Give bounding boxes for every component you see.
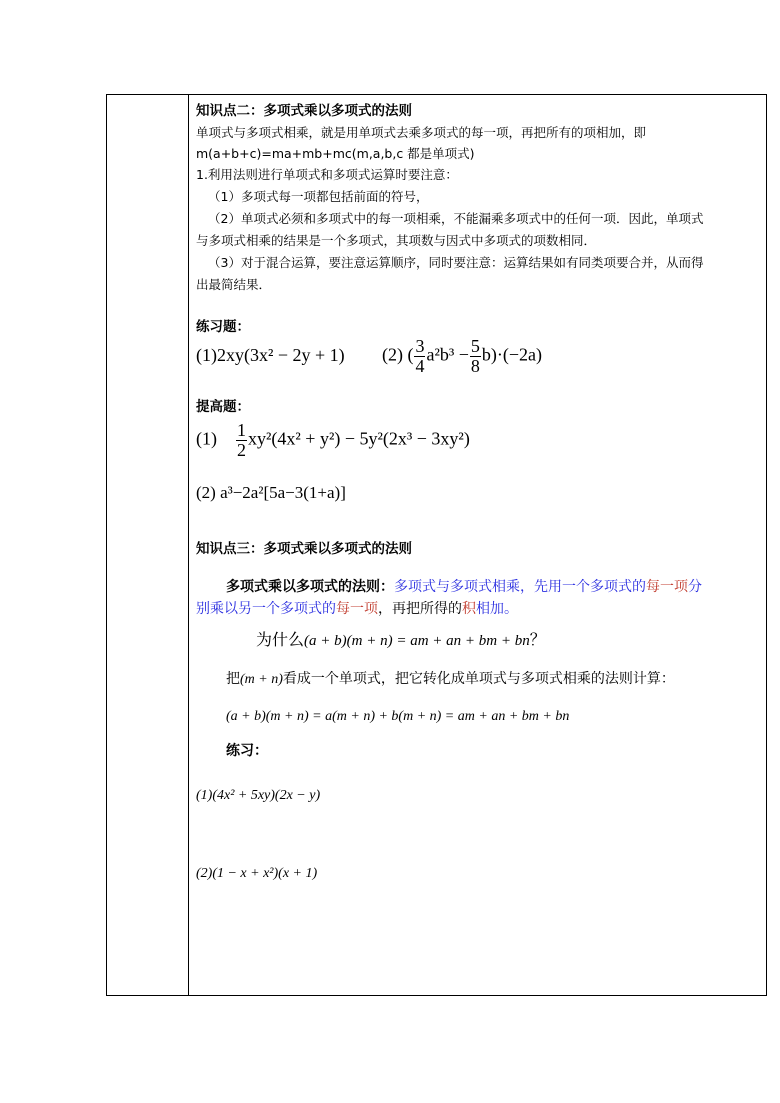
exercise-label: 练习题： <box>196 319 250 335</box>
rule-line1 <box>226 576 702 596</box>
rule-red-1: 每一项 <box>646 579 688 595</box>
rule-blue-3: 别乘以另一个多项式的 <box>196 601 336 617</box>
practice-label: 练习： <box>226 743 268 759</box>
content-cell <box>196 95 758 995</box>
advanced-label: 提高题： <box>196 399 250 415</box>
why-suffix: ？ <box>529 630 546 649</box>
section2-intro-line2: m(a+b+c)=ma+mb+mc(m,a,b,c 都是单项式) <box>196 146 475 161</box>
rule-red-3: 积 <box>462 601 476 617</box>
note-3-line2: 出最简结果． <box>196 277 272 292</box>
exercise-2-prefix: (2) ( <box>382 344 414 365</box>
rule-line2 <box>196 598 518 618</box>
section3-title: 知识点三：多项式乘以多项式的法则 <box>196 541 412 557</box>
fraction-numerator: 5 <box>470 336 480 356</box>
treat-expression: (m + n) <box>240 672 283 687</box>
exercise-2-suffix: b)·(−2a) <box>481 344 543 365</box>
rule-red-2: 每一项 <box>336 601 378 617</box>
treat-suffix: 看成一个单项式，把它转化成单项式与多项式相乘的法则计算： <box>282 671 675 687</box>
exercise-1: (1)2xy(3x² − 2y + 1) <box>196 345 345 365</box>
exercise-2-fraction-1 <box>414 337 425 376</box>
fraction-numerator: 3 <box>415 336 425 356</box>
rule-label: 多项式乘以多项式的法则： <box>226 579 394 595</box>
why-expression: (a + b)(m + n) = am + an + bm + bn <box>304 633 530 649</box>
advanced-1-prefix: (1) <box>196 428 217 449</box>
advanced-2: (2) a³−2a²[5a−3(1+a)] <box>196 483 346 502</box>
fraction-denominator: 4 <box>415 355 425 376</box>
why-question <box>256 627 546 650</box>
note-1: （1）多项式每一项都包括前面的符号， <box>208 189 429 204</box>
advanced-1-rest: xy²(4x² + y²) − 5y²(2x³ − 3xy²) <box>248 428 470 449</box>
note-2-line2: 与多项式相乘的结果是一个多项式，其项数与因式中多项式的项数相同． <box>196 233 597 248</box>
rule-black: ，再把所得的 <box>378 601 462 617</box>
layout-table <box>106 94 767 996</box>
section2-intro-line1: 单项式与多项式相乘，就是用单项式去乘多项式的每一项，再把所有的项相加，即 <box>196 125 647 140</box>
advanced-1-fraction <box>236 421 247 460</box>
note-3-line1: （3）对于混合运算，要注意运算顺序，同时要注意：运算结果如有同类项要合并，从而得 <box>208 255 704 270</box>
why-prefix: 为什么 <box>256 630 305 649</box>
fraction-numerator: 1 <box>237 420 246 440</box>
rule-blue-4: 相加。 <box>476 601 518 617</box>
rule-blue-1: 多项式与多项式相乘，先用一个多项式的 <box>394 579 646 595</box>
advanced-1 <box>196 421 470 460</box>
practice-2: (2)(1 − x + x²)(x + 1) <box>196 866 318 881</box>
fraction-denominator: 2 <box>237 439 246 460</box>
rule-blue-2: 分 <box>688 579 702 595</box>
note-heading: 1.利用法则进行单项式和多项式运算时要注意： <box>196 167 458 182</box>
exercise-2 <box>382 337 542 376</box>
treat-as-monomial <box>226 668 675 688</box>
derivation: (a + b)(m + n) = a(m + n) + b(m + n) = am + an + bm + bn <box>226 709 570 724</box>
section2-title: 知识点二：多项式乘以多项式的法则 <box>196 103 412 119</box>
practice-1: (1)(4x² + 5xy)(2x − y) <box>196 788 321 803</box>
exercise-2-fraction-2 <box>470 337 481 376</box>
fraction-denominator: 8 <box>470 355 480 376</box>
column-divider <box>188 95 189 995</box>
treat-prefix: 把 <box>226 671 240 687</box>
exercise-2-mid: a²b³ − <box>426 344 469 365</box>
note-2-line1: （2）单项式必须和多项式中的每一项相乘，不能漏乘多项式中的任何一项．因此，单项式 <box>208 211 704 226</box>
